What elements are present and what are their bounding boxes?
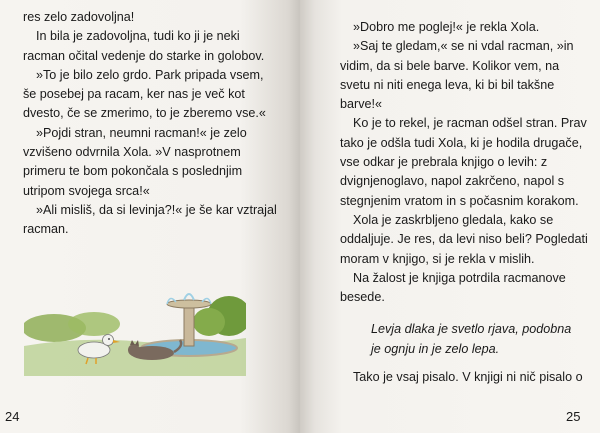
text-line: racman očital vedenje do starke in golobov. (23, 48, 265, 63)
text-line: barve!« (340, 97, 383, 112)
text-line: svetu ni niti enega leva, ki bi bil takšne (340, 77, 555, 92)
left-page-text (23, 8, 286, 240)
text-line: vse odkar je prebrala knjigo o levih: z (340, 155, 548, 170)
text-line: stegnjenim vratom in s počasnim korakom. (340, 193, 579, 208)
text-line: moram v knjigo, si je rekla v mislih. (340, 251, 535, 266)
text-line: še posebej pa racam, ker nas je več kot (23, 87, 245, 102)
text-line: Levja dlaka je svetlo rjava, podobna (371, 322, 572, 337)
page-number-right: 25 (566, 409, 581, 424)
text-line: Xola je zaskrbljeno gledala, kako se (353, 212, 554, 227)
text-line: primeru te bom pokončala s poslednjim (23, 164, 243, 179)
text-line: »Ali misliš, da si levinja?!« je še kar vztrajal (36, 202, 277, 217)
text-line: vidim, da si bele barve. Kolikor vem, na (340, 58, 560, 73)
text-line: »To je bilo zelo grdo. Park pripada vsem, (36, 67, 264, 82)
right-page-text (340, 18, 588, 387)
park-fountain-duck-cat-illustration (24, 276, 246, 376)
text-line: »Dobro me poglej!« je rekla Xola. (353, 20, 540, 34)
text-line: je ognju in je zelo lepa. (371, 341, 500, 356)
text-line: Tako je vsaj pisalo. V knjigi ni nič pisalo o (353, 370, 583, 385)
page-number-left: 24 (5, 409, 20, 424)
text-line: racman. (23, 222, 69, 237)
text-line: dvesto, če se zmerimo, to je zberemo vse.« (23, 106, 266, 121)
text-line: besede. (340, 290, 385, 305)
text-line: dvignjenoglavo, napol zakrčeno, napol s (340, 174, 565, 189)
quoted-text (340, 320, 588, 359)
text-line: utripom svojega srca!« (23, 183, 150, 198)
text-line: In bila je zadovoljna, tudi ko ji je neki (36, 29, 240, 44)
text-line: res zelo zadovoljna! (23, 10, 135, 24)
text-line: Na žalost je knjiga potrdila racmanove (353, 270, 566, 285)
text-line: »Pojdi stran, neumni racman!« je zelo (36, 125, 247, 140)
text-line: tako je odšla tudi Xola, ki je hodila drugače, (340, 135, 583, 150)
text-line: vzvišeno odvrnila Xola. »V nasprotnem (23, 145, 241, 160)
text-line: Ko je to rekel, je racman odšel stran. Prav (353, 116, 587, 131)
text-line: oddaljuje. Je res, da levi niso beli? Pogledati (340, 232, 588, 247)
text-line: »Saj te gledam,« se ni vdal racman, »in (353, 39, 574, 54)
